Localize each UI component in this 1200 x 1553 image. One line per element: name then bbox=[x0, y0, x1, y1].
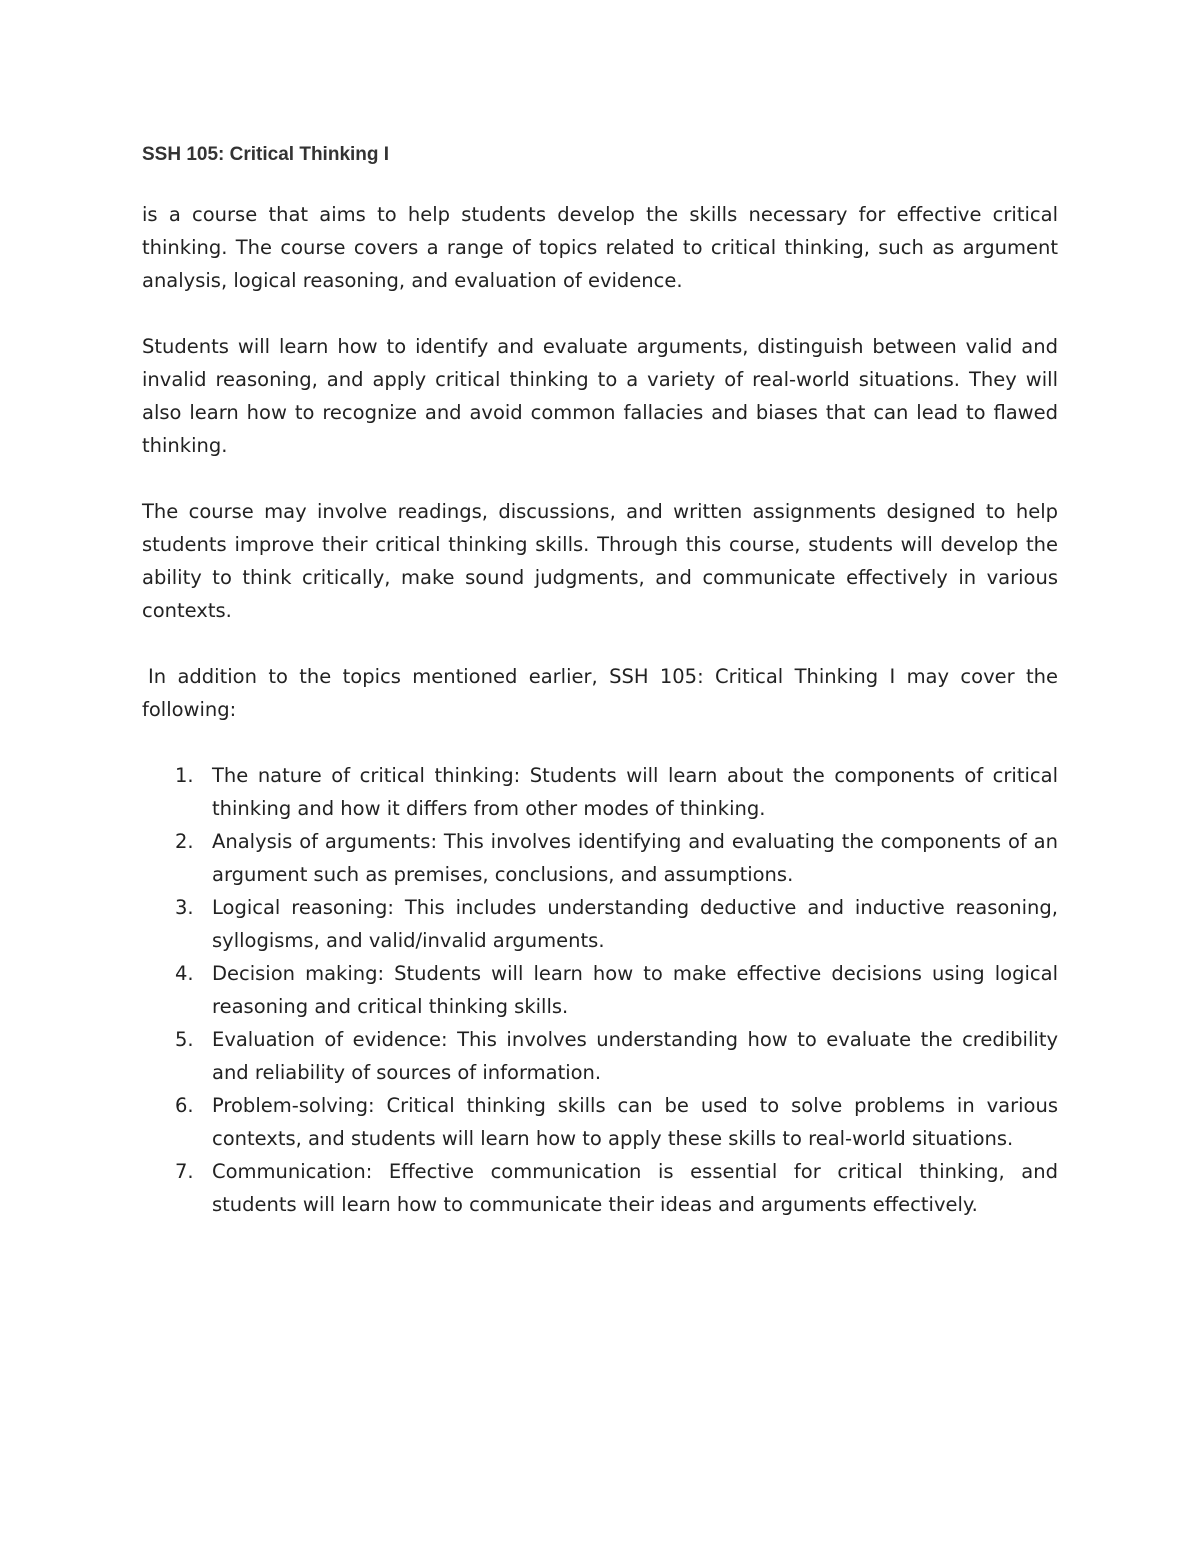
list-item-text: Communication: Effective communication is essential for critical thinking, and students will learn how to communicate their ideas and arguments effectively. bbox=[212, 1160, 1058, 1216]
topics-list bbox=[142, 759, 1058, 1221]
list-item-number: 1. bbox=[175, 764, 194, 787]
list-item-text: Analysis of arguments: This involves identifying and evaluating the components of an argument such as premises, conclusions, and assumptions. bbox=[212, 830, 1058, 886]
list-item-text: Problem-solving: Critical thinking skills can be used to solve problems in various contexts, and students will learn how to apply these skills to real-world situations. bbox=[212, 1094, 1058, 1150]
activities-paragraph: The course may involve readings, discussions, and written assignments designed to help students improve their critical thinking skills. Through this course, students will develop the ability to think critically, make sound judgments, and communicate effectively in various contexts. bbox=[142, 500, 1058, 622]
list-item bbox=[142, 1089, 1058, 1155]
list-item-number: 6. bbox=[175, 1094, 194, 1117]
list-item bbox=[142, 1155, 1058, 1221]
list-item-number: 3. bbox=[175, 896, 194, 919]
list-item bbox=[142, 957, 1058, 1023]
list-item-text: The nature of critical thinking: Students will learn about the components of critical thinking and how it differs from other modes of thinking. bbox=[212, 764, 1058, 820]
list-item-number: 2. bbox=[175, 830, 194, 853]
list-item-number: 7. bbox=[175, 1160, 194, 1183]
list-item-text: Logical reasoning: This includes understanding deductive and inductive reasoning, syllogisms, and valid/invalid arguments. bbox=[212, 896, 1058, 952]
document-body bbox=[142, 198, 1058, 1221]
skills-paragraph: Students will learn how to identify and evaluate arguments, distinguish between valid and invalid reasoning, and apply critical thinking to a variety of real-world situations. They will also learn how to recognize and avoid common fallacies and biases that can lead to flawed thinking. bbox=[142, 335, 1058, 457]
list-item bbox=[142, 825, 1058, 891]
list-item bbox=[142, 891, 1058, 957]
list-item bbox=[142, 1023, 1058, 1089]
list-item-number: 4. bbox=[175, 962, 194, 985]
document-title: SSH 105: Critical Thinking I bbox=[142, 144, 390, 165]
list-item bbox=[142, 759, 1058, 825]
list-item-text: Evaluation of evidence: This involves understanding how to evaluate the credibility and reliability of sources of information. bbox=[212, 1028, 1058, 1084]
intro-paragraph: is a course that aims to help students develop the skills necessary for effective critical thinking. The course covers a range of topics related to critical thinking, such as argument analysis, logical reasoning, and evaluation of evidence. bbox=[142, 203, 1058, 292]
list-item-number: 5. bbox=[175, 1028, 194, 1051]
topics-intro-paragraph: In addition to the topics mentioned earlier, SSH 105: Critical Thinking I may cover the following: bbox=[142, 665, 1058, 721]
list-item-text: Decision making: Students will learn how to make effective decisions using logical reasoning and critical thinking skills. bbox=[212, 962, 1058, 1018]
